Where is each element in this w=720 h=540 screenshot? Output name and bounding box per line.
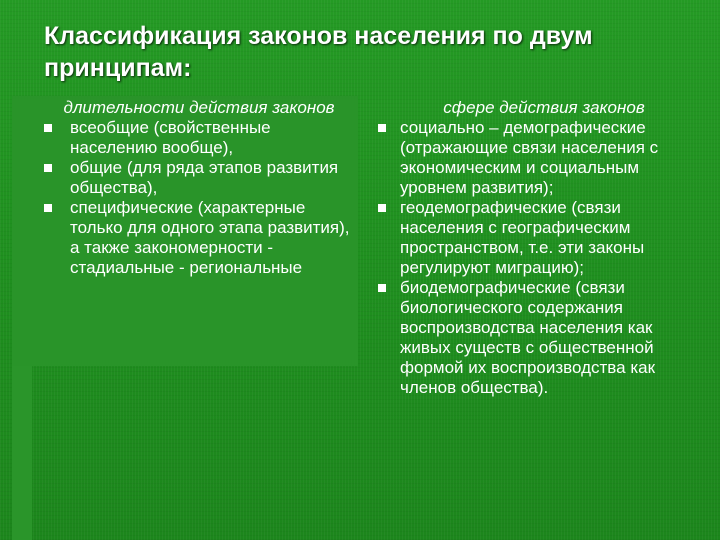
list-item-text: общие (для ряда этапов развития общества), (70, 158, 339, 197)
list-item (378, 198, 698, 278)
list-item (12, 118, 360, 158)
list-item (378, 118, 698, 198)
left-column (12, 98, 360, 278)
square-bullet-icon (378, 124, 386, 132)
list-item (12, 198, 360, 278)
left-column-list (12, 118, 360, 278)
panel-edge-strip (12, 366, 32, 540)
square-bullet-icon (378, 204, 386, 212)
slide-title: Классификация законов населения по двум принципам: (44, 22, 593, 82)
list-item-text: геодемографические (связи населения с географическим пространством, т.е. эти законы регулируют миграцию); (400, 198, 645, 277)
square-bullet-icon (378, 284, 386, 292)
square-bullet-icon (44, 164, 52, 172)
right-column-list (378, 118, 698, 398)
right-column-heading: сфере действия законов (443, 98, 645, 117)
list-item-text: биодемографические (связи биологического содержания воспроизводства населения как живых существ с общественной формой их воспроизводства как членов общества). (400, 278, 656, 397)
list-item-text: всеобщие (свойственные населению вообще), (70, 118, 271, 157)
list-item (12, 158, 360, 198)
left-column-heading: длительности действия законов (63, 98, 335, 117)
square-bullet-icon (44, 124, 52, 132)
list-item-text: социально – демографические (отражающие связи населения с экономическим и социальным уровнем развития); (400, 118, 659, 197)
square-bullet-icon (44, 204, 52, 212)
list-item-text: специфические (характерные только для одного этапа развития), а также закономерности - стадиальные - региональные (70, 198, 350, 277)
right-column (378, 98, 698, 398)
list-item (378, 278, 698, 398)
